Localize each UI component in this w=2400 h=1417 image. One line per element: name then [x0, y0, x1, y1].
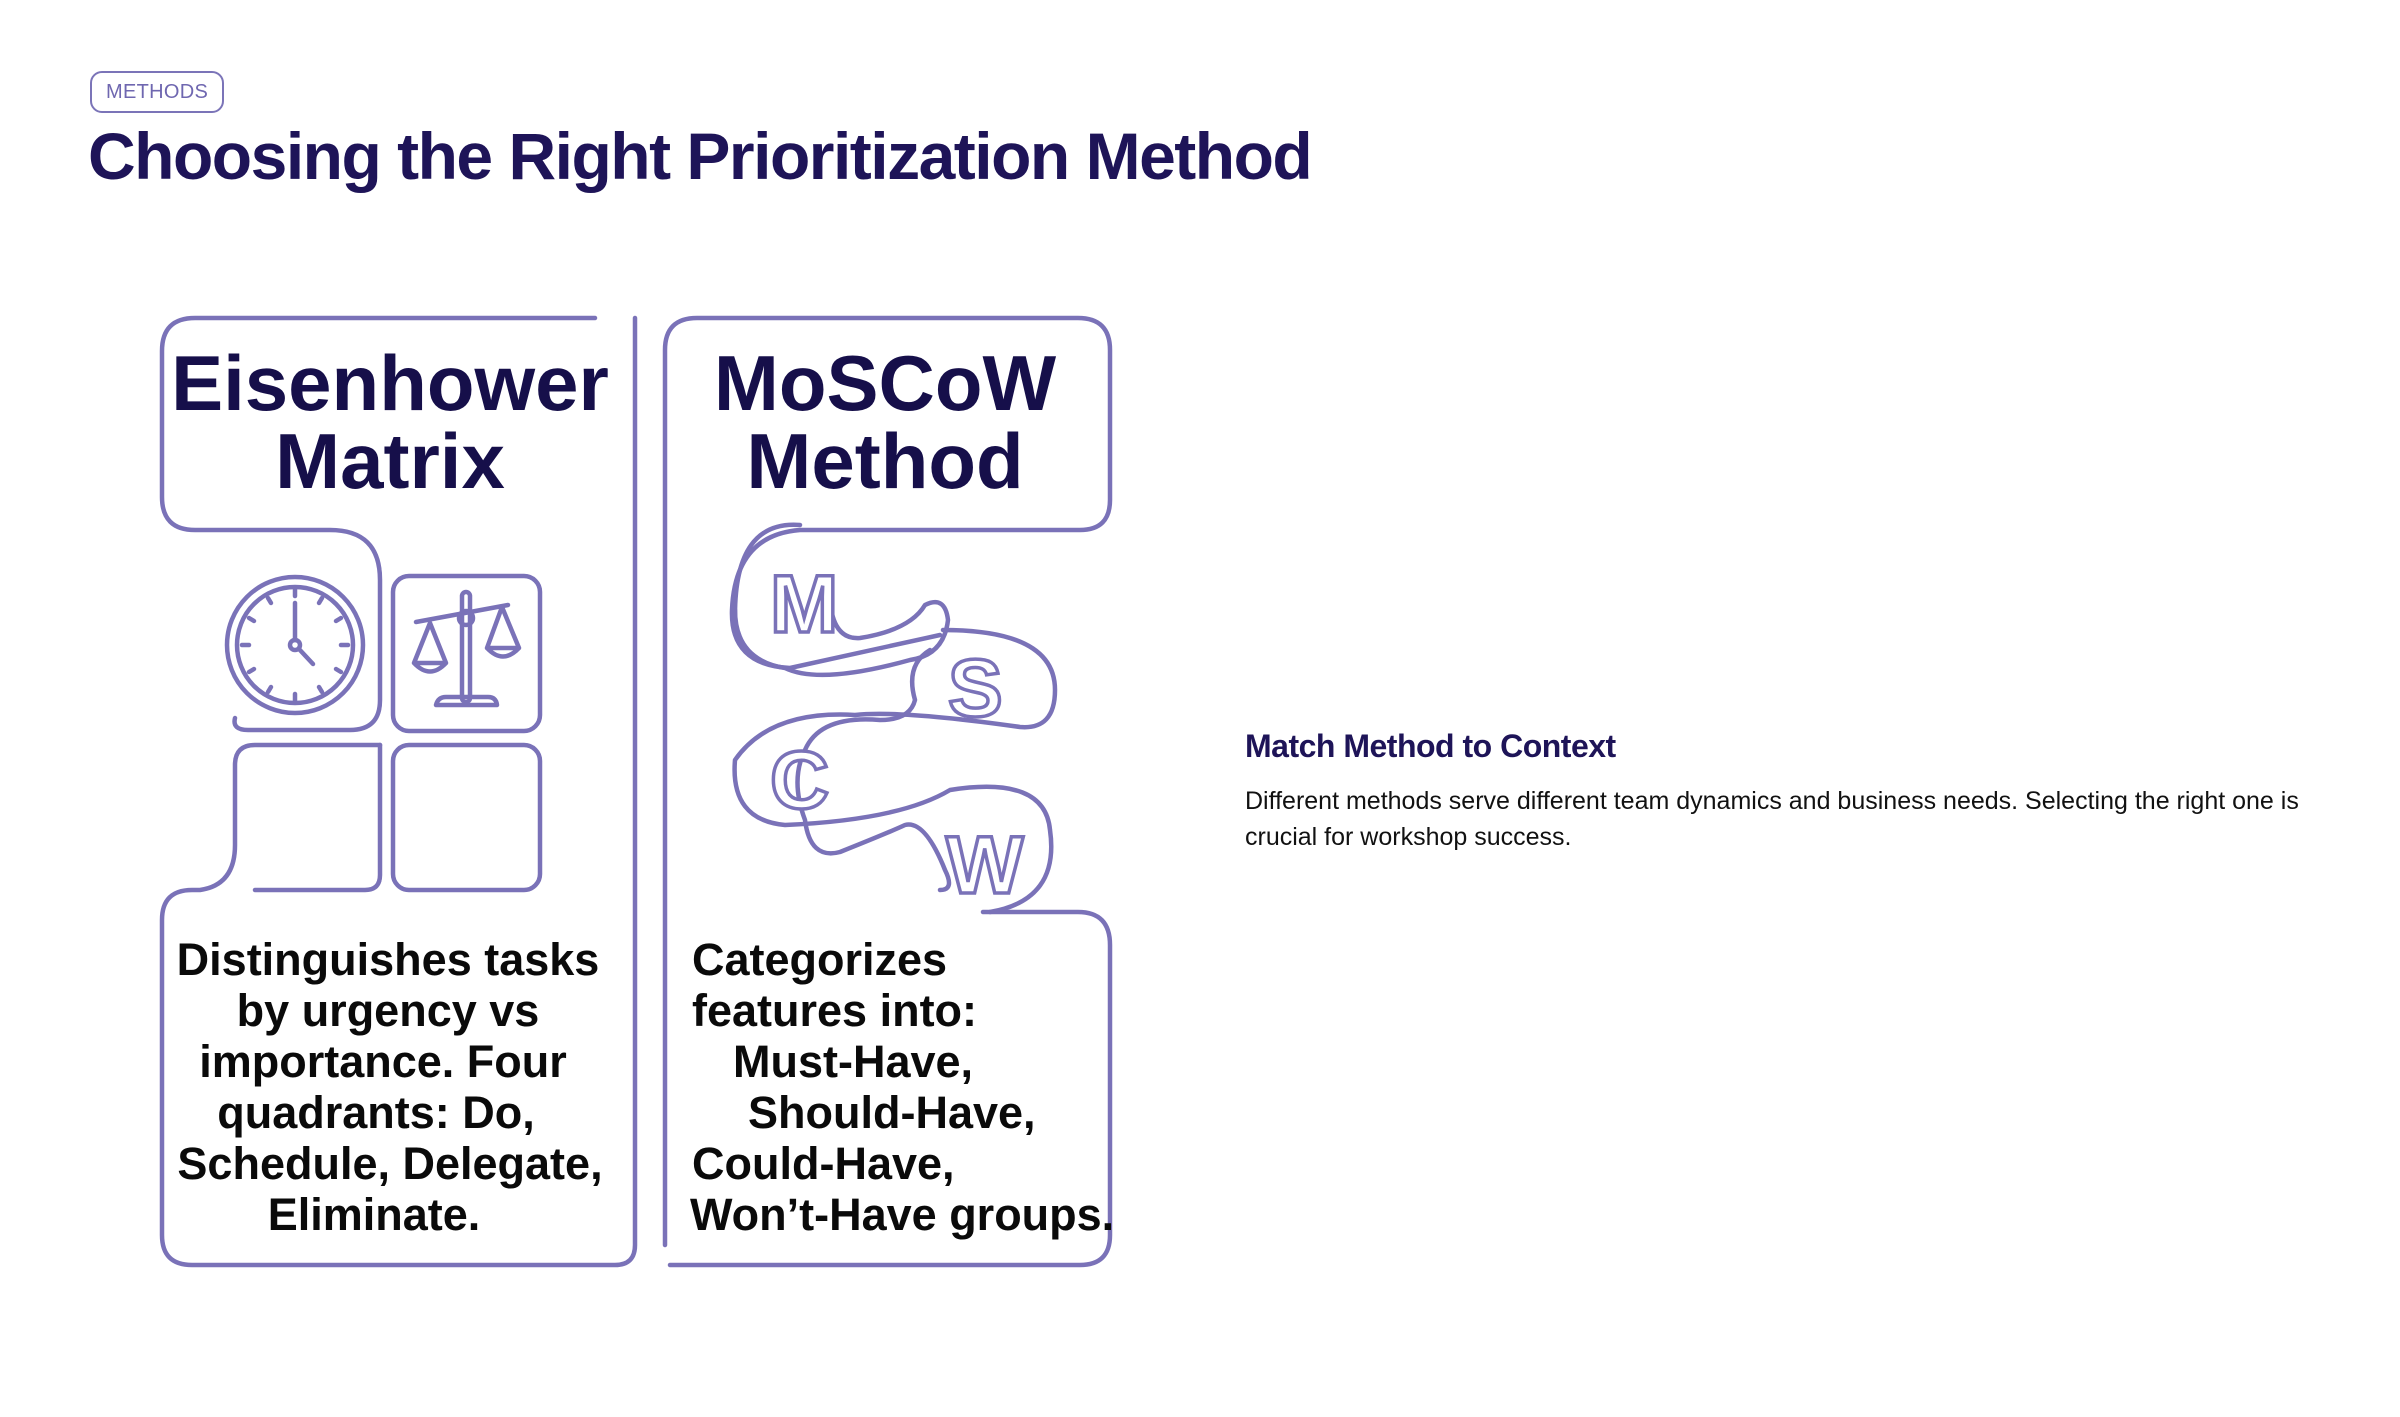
- moscow-desc-line3: Must-Have,: [733, 1036, 974, 1087]
- context-body: Different methods serve different team dynamics and business needs. Selecting the right one is crucial for workshop success.: [1245, 787, 2299, 851]
- letter-w: W: [946, 820, 1024, 911]
- moscow-desc-line6: Won’t-Have groups.: [690, 1189, 1115, 1240]
- moscow-title-line2: Method: [746, 417, 1024, 505]
- page-title: Choosing the Right Prioritization Method: [88, 119, 1312, 193]
- eisenhower-desc-line4: quadrants: Do,: [217, 1087, 535, 1138]
- moscow-desc-line4: Should-Have,: [748, 1087, 1036, 1138]
- context-panel: [1245, 728, 2325, 855]
- letter-s: S: [948, 643, 1003, 734]
- moscow-title-line1: MoSCoW: [713, 339, 1057, 427]
- letter-c: C: [770, 735, 830, 826]
- moscow-desc-line2: features into:: [692, 985, 978, 1036]
- eisenhower-title-line1: Eisenhower: [171, 339, 609, 427]
- scales-icon: [414, 592, 519, 705]
- section-badge: METHODS: [90, 71, 224, 113]
- eisenhower-desc-line2: by urgency vs: [236, 985, 540, 1036]
- moscow-desc-line1: Categorizes: [692, 934, 948, 985]
- clock-icon: [227, 577, 363, 713]
- eisenhower-desc-line3: importance. Four: [199, 1036, 567, 1087]
- eisenhower-desc-line1: Distinguishes tasks: [176, 934, 600, 985]
- letter-m: M: [770, 559, 839, 650]
- eisenhower-title-line2: Matrix: [275, 417, 505, 505]
- eisenhower-desc-line5: Schedule, Delegate,: [177, 1138, 603, 1189]
- context-heading: Match Method to Context: [1245, 728, 1616, 764]
- eisenhower-desc-line6: Eliminate.: [267, 1189, 481, 1240]
- moscow-desc-line5: Could-Have,: [692, 1138, 955, 1189]
